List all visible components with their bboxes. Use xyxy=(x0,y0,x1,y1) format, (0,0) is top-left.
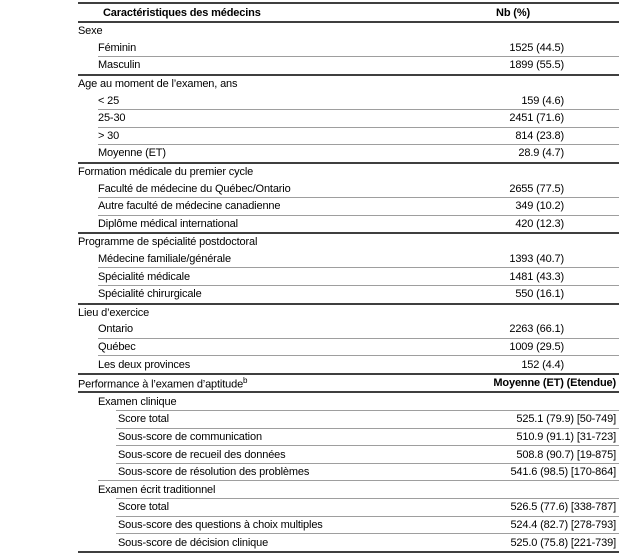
row-value: 814 (23.8) xyxy=(515,129,564,142)
row-value: 508.8 (90.7) [19-875] xyxy=(516,448,616,461)
column-header-value: Nb (%) xyxy=(496,6,530,19)
table-rows xyxy=(78,23,619,551)
table-row xyxy=(78,286,619,303)
row-label: Examen écrit traditionnel xyxy=(98,483,216,496)
table-row xyxy=(78,464,619,481)
row-label: Programme de spécialité postdoctoral xyxy=(78,236,258,249)
table-row xyxy=(78,110,619,127)
row-label: Score total xyxy=(118,501,169,514)
row-value: 152 (4.4) xyxy=(521,358,564,371)
footnote-marker: b xyxy=(243,375,248,385)
table-row xyxy=(78,216,619,233)
row-value: 1899 (55.5) xyxy=(509,59,564,72)
row-label: Les deux provinces xyxy=(98,358,191,371)
row-label: < 25 xyxy=(98,94,120,107)
row-label: Sexe xyxy=(78,25,103,38)
row-label: Masculin xyxy=(98,59,141,72)
column-header-characteristics: Caractéristiques des médecins xyxy=(103,6,261,19)
table-row xyxy=(78,429,619,446)
row-label: Diplôme médical international xyxy=(98,217,238,230)
row-label: Québec xyxy=(98,340,136,353)
table-row xyxy=(78,375,619,392)
row-label: Sous-score des questions à choix multiples xyxy=(118,518,323,531)
row-value: 1525 (44.5) xyxy=(509,41,564,54)
group-row xyxy=(78,23,619,40)
row-label: Score total xyxy=(118,413,169,426)
row-label: Examen clinique xyxy=(98,395,177,408)
row-value: 349 (10.2) xyxy=(515,200,564,213)
table-row xyxy=(78,321,619,338)
row-value: 159 (4.6) xyxy=(521,94,564,107)
table-row xyxy=(78,268,619,285)
table-row xyxy=(78,128,619,145)
table-row xyxy=(78,57,619,74)
table-row xyxy=(78,251,619,268)
row-label: Médecine familiale/générale xyxy=(98,253,231,266)
row-label: Sous-score de résolution des problèmes xyxy=(118,466,310,479)
row-label: Performance à l’examen d’aptitude$^b$ xyxy=(78,375,248,391)
row-label: Spécialité chirurgicale xyxy=(98,288,202,301)
row-label: Autre faculté de médecine canadienne xyxy=(98,200,281,213)
table-border-bottom xyxy=(78,551,619,553)
row-label: Formation médicale du premier cycle xyxy=(78,166,254,179)
row-value: 525.1 (79.9) [50-749] xyxy=(516,413,616,426)
table-row xyxy=(78,393,619,410)
group-row xyxy=(78,164,619,181)
table-row xyxy=(78,517,619,534)
row-label: 25-30 xyxy=(98,112,126,125)
table-row xyxy=(78,411,619,428)
row-label: Spécialité médicale xyxy=(98,270,190,283)
row-label: Sous-score de décision clinique xyxy=(118,536,269,549)
characteristics-table xyxy=(78,2,619,553)
row-value: 541.6 (98.5) [170-864] xyxy=(510,466,616,479)
table-row xyxy=(78,499,619,516)
row-value: 2655 (77.5) xyxy=(509,182,564,195)
row-label: Lieu d’exercice xyxy=(78,306,150,319)
row-label: Moyenne (ET) xyxy=(98,147,166,160)
row-value: 2263 (66.1) xyxy=(509,323,564,336)
table-row xyxy=(78,339,619,356)
row-value: 1481 (43.3) xyxy=(509,270,564,283)
row-label: Age au moment de l’examen, ans xyxy=(78,78,238,91)
row-value: 524.4 (82.7) [278-793] xyxy=(510,518,616,531)
table-row xyxy=(78,92,619,109)
table-header-row xyxy=(78,4,619,21)
table-row xyxy=(78,145,619,162)
row-value: 550 (16.1) xyxy=(515,288,564,301)
row-value: 510.9 (91.1) [31-723] xyxy=(516,430,616,443)
row-label: Sous-score de communication xyxy=(118,430,262,443)
group-row xyxy=(78,76,619,93)
row-label: Sous-score de recueil des données xyxy=(118,448,286,461)
row-value: 526.5 (77.6) [338-787] xyxy=(510,501,616,514)
row-value: 1393 (40.7) xyxy=(509,253,564,266)
table-row xyxy=(78,180,619,197)
row-value: 2451 (71.6) xyxy=(509,112,564,125)
table-row xyxy=(78,446,619,463)
row-label: Féminin xyxy=(98,41,137,54)
table-row xyxy=(78,534,619,551)
group-row xyxy=(78,234,619,251)
row-value: 28.9 (4.7) xyxy=(518,147,564,160)
table-row xyxy=(78,356,619,373)
row-label: Faculté de médecine du Québec/Ontario xyxy=(98,182,291,195)
row-value: 1009 (29.5) xyxy=(509,340,564,353)
table-row xyxy=(78,481,619,498)
row-value: Moyenne (ET) (Etendue) xyxy=(493,377,616,390)
table-row xyxy=(78,40,619,57)
group-row xyxy=(78,305,619,322)
table-row xyxy=(78,198,619,215)
row-value: 525.0 (75.8) [221-739] xyxy=(510,536,616,549)
row-value: 420 (12.3) xyxy=(515,217,564,230)
row-label: > 30 xyxy=(98,129,120,142)
row-label: Ontario xyxy=(98,323,134,336)
